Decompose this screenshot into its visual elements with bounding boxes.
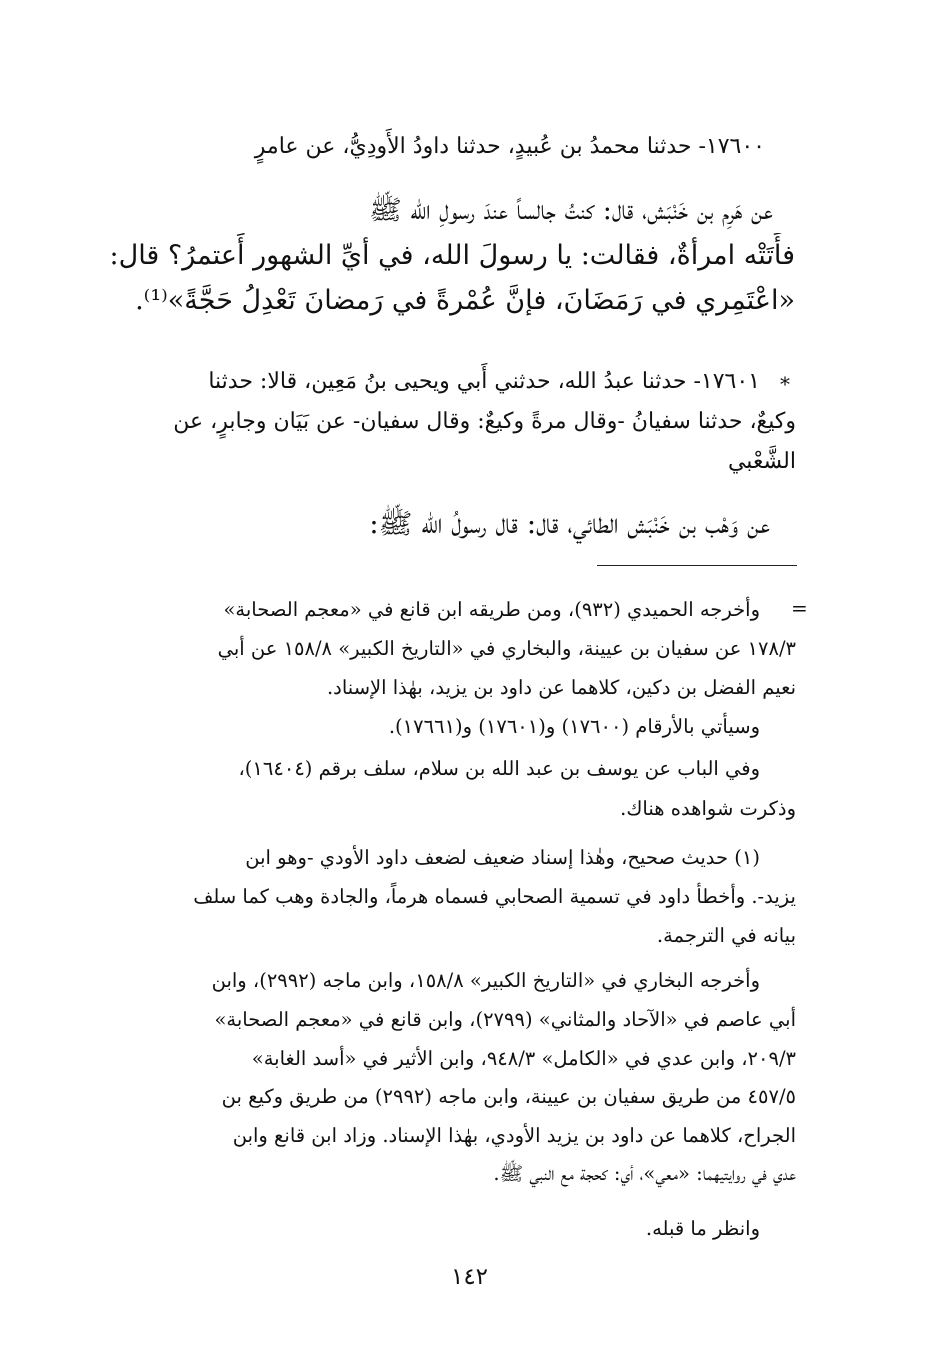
footnote-see-before: [500, 1210, 760, 1249]
isnad-line: ١٧٦٠١- حدثنا عبدُ الله، حدثني أَبي ويحيى بنُ مَعِين، قالا: حدثنا: [208, 369, 760, 394]
footnote-bab: [100, 750, 760, 789]
footnote-line: ٤٥٧/٥ من طريق سفيان بن عيينة، وابن ماجه (٢٩٩٢) من طريق وكيع بن: [221, 1085, 796, 1108]
footnote-line: بيانه في الترجمة.: [656, 923, 796, 947]
footnote-line: أبي عاصم في «الآحاد والمثاني» (٢٧٩٩)، وابن قانع في «معجم الصحابة»: [214, 1008, 796, 1031]
footnote-bab-cont: [300, 790, 796, 829]
footnote-1: [100, 839, 760, 878]
footnote-line: (١) حديث صحيح، وهٰذا إسناد ضعيف لضعف داود الأودي -وهو ابن: [245, 846, 760, 869]
isnad-line: ١٧٦٠٠- حدثنا محمدُ بن عُبيدٍ، حدثنا داودُ الأَودِيُّ، عن عامرٍ: [254, 134, 765, 159]
matn-line: فأَتَتْه امرأةٌ، فقالت: يا رسولَ الله، في أيِّ الشهور أَعتمرُ؟ قال:: [109, 240, 795, 271]
footnote-see-numbers: [300, 708, 760, 747]
hadith-17601-isnad-cont: [100, 402, 796, 482]
footnote-separator: [597, 565, 797, 566]
continuation-mark: =: [791, 596, 808, 620]
footnote-line: وأخرجه البخاري في «التاريخ الكبير» ١٥٨/٨، وابن ماجه (٢٩٩٢)، وابن: [211, 969, 760, 992]
footnote-line: وذكرت شواهده هناك.: [620, 797, 796, 820]
footnote-line: عدي في روايتيهما: «معي»، أي: كحجة مع النبي ﷺ.: [493, 1162, 796, 1185]
matn-line: «اعْتَمِري في رَمَضَانَ، فإنَّ عُمْرةً في رَمضانَ تَعْدِلُ حَجَّةً»⁽¹⁾.: [135, 285, 795, 316]
footnote-continuation: [100, 591, 760, 630]
footnote-line: وسيأتي بالأرقام (١٧٦٠٠) و(١٧٦٠١) و(١٧٦٦١).: [388, 715, 760, 738]
footnote-continuation-cont: [100, 630, 796, 707]
footnote-1-takhrij: [100, 962, 760, 1001]
footnote-1-cont: [100, 878, 796, 955]
footnote-line: ٢٠٩/٣، وابن عدي في «الكامل» ٩٤٨/٣، وابن الأثير في «أسد الغابة»: [251, 1046, 796, 1070]
isnad-line: الشَّعْبي: [727, 449, 796, 474]
hadith-17601-isnad: [100, 362, 760, 402]
star-marker: *: [780, 372, 790, 396]
footnote-line: نعيم الفضل بن دكين، كلاهما عن داود بن يزيد، بهٰذا الإسناد.: [326, 675, 796, 699]
matn-line: عن هَرِم بن خَنْبَش، قال: كنتُ جالساً عندَ رسولِ الله ﷺ: [369, 195, 773, 226]
footnote-1-takhrij-cont: [100, 1001, 796, 1194]
hadith-17600-isnad: [160, 127, 765, 167]
footnote-line: يزيد-. وأخطأ داود في تسمية الصحابي فسماه هرماً، والجادة وهب كما سلف: [193, 885, 796, 908]
hadith-17600-matn: [102, 188, 795, 323]
matn-line: عن وَهْب بن خَنْبَش الطائي، قال: قال رسولُ الله ﷺ:: [369, 507, 770, 540]
footnote-line: وأخرجه الحميدي (٩٣٢)، ومن طريقه ابن قانع في «معجم الصحابة»: [223, 598, 760, 621]
footnote-line: وفي الباب عن يوسف بن عبد الله بن سلام، سلف برقم (١٦٤٠٤)،: [238, 757, 760, 780]
footnote-line: وانظر ما قبله.: [645, 1217, 760, 1240]
page-number: ١٤٢: [450, 1264, 489, 1290]
footnote-line: الجراح، كلاهما عن داود بن يزيد الأودي، بهٰذا الإسناد. وزاد ابن قانع وابن: [232, 1123, 796, 1147]
hadith-17601-matn: [300, 501, 770, 547]
isnad-line: وكيعٌ، حدثنا سفيانُ -وقال مرةً وكيعٌ: وقال سفيان- عن بَيَان وجابرٍ، عن: [173, 409, 796, 434]
footnote-line: ١٧٨/٣ عن سفيان بن عيينة، والبخاري في «التاريخ الكبير» ١٥٨/٨ عن أبي: [217, 637, 796, 660]
